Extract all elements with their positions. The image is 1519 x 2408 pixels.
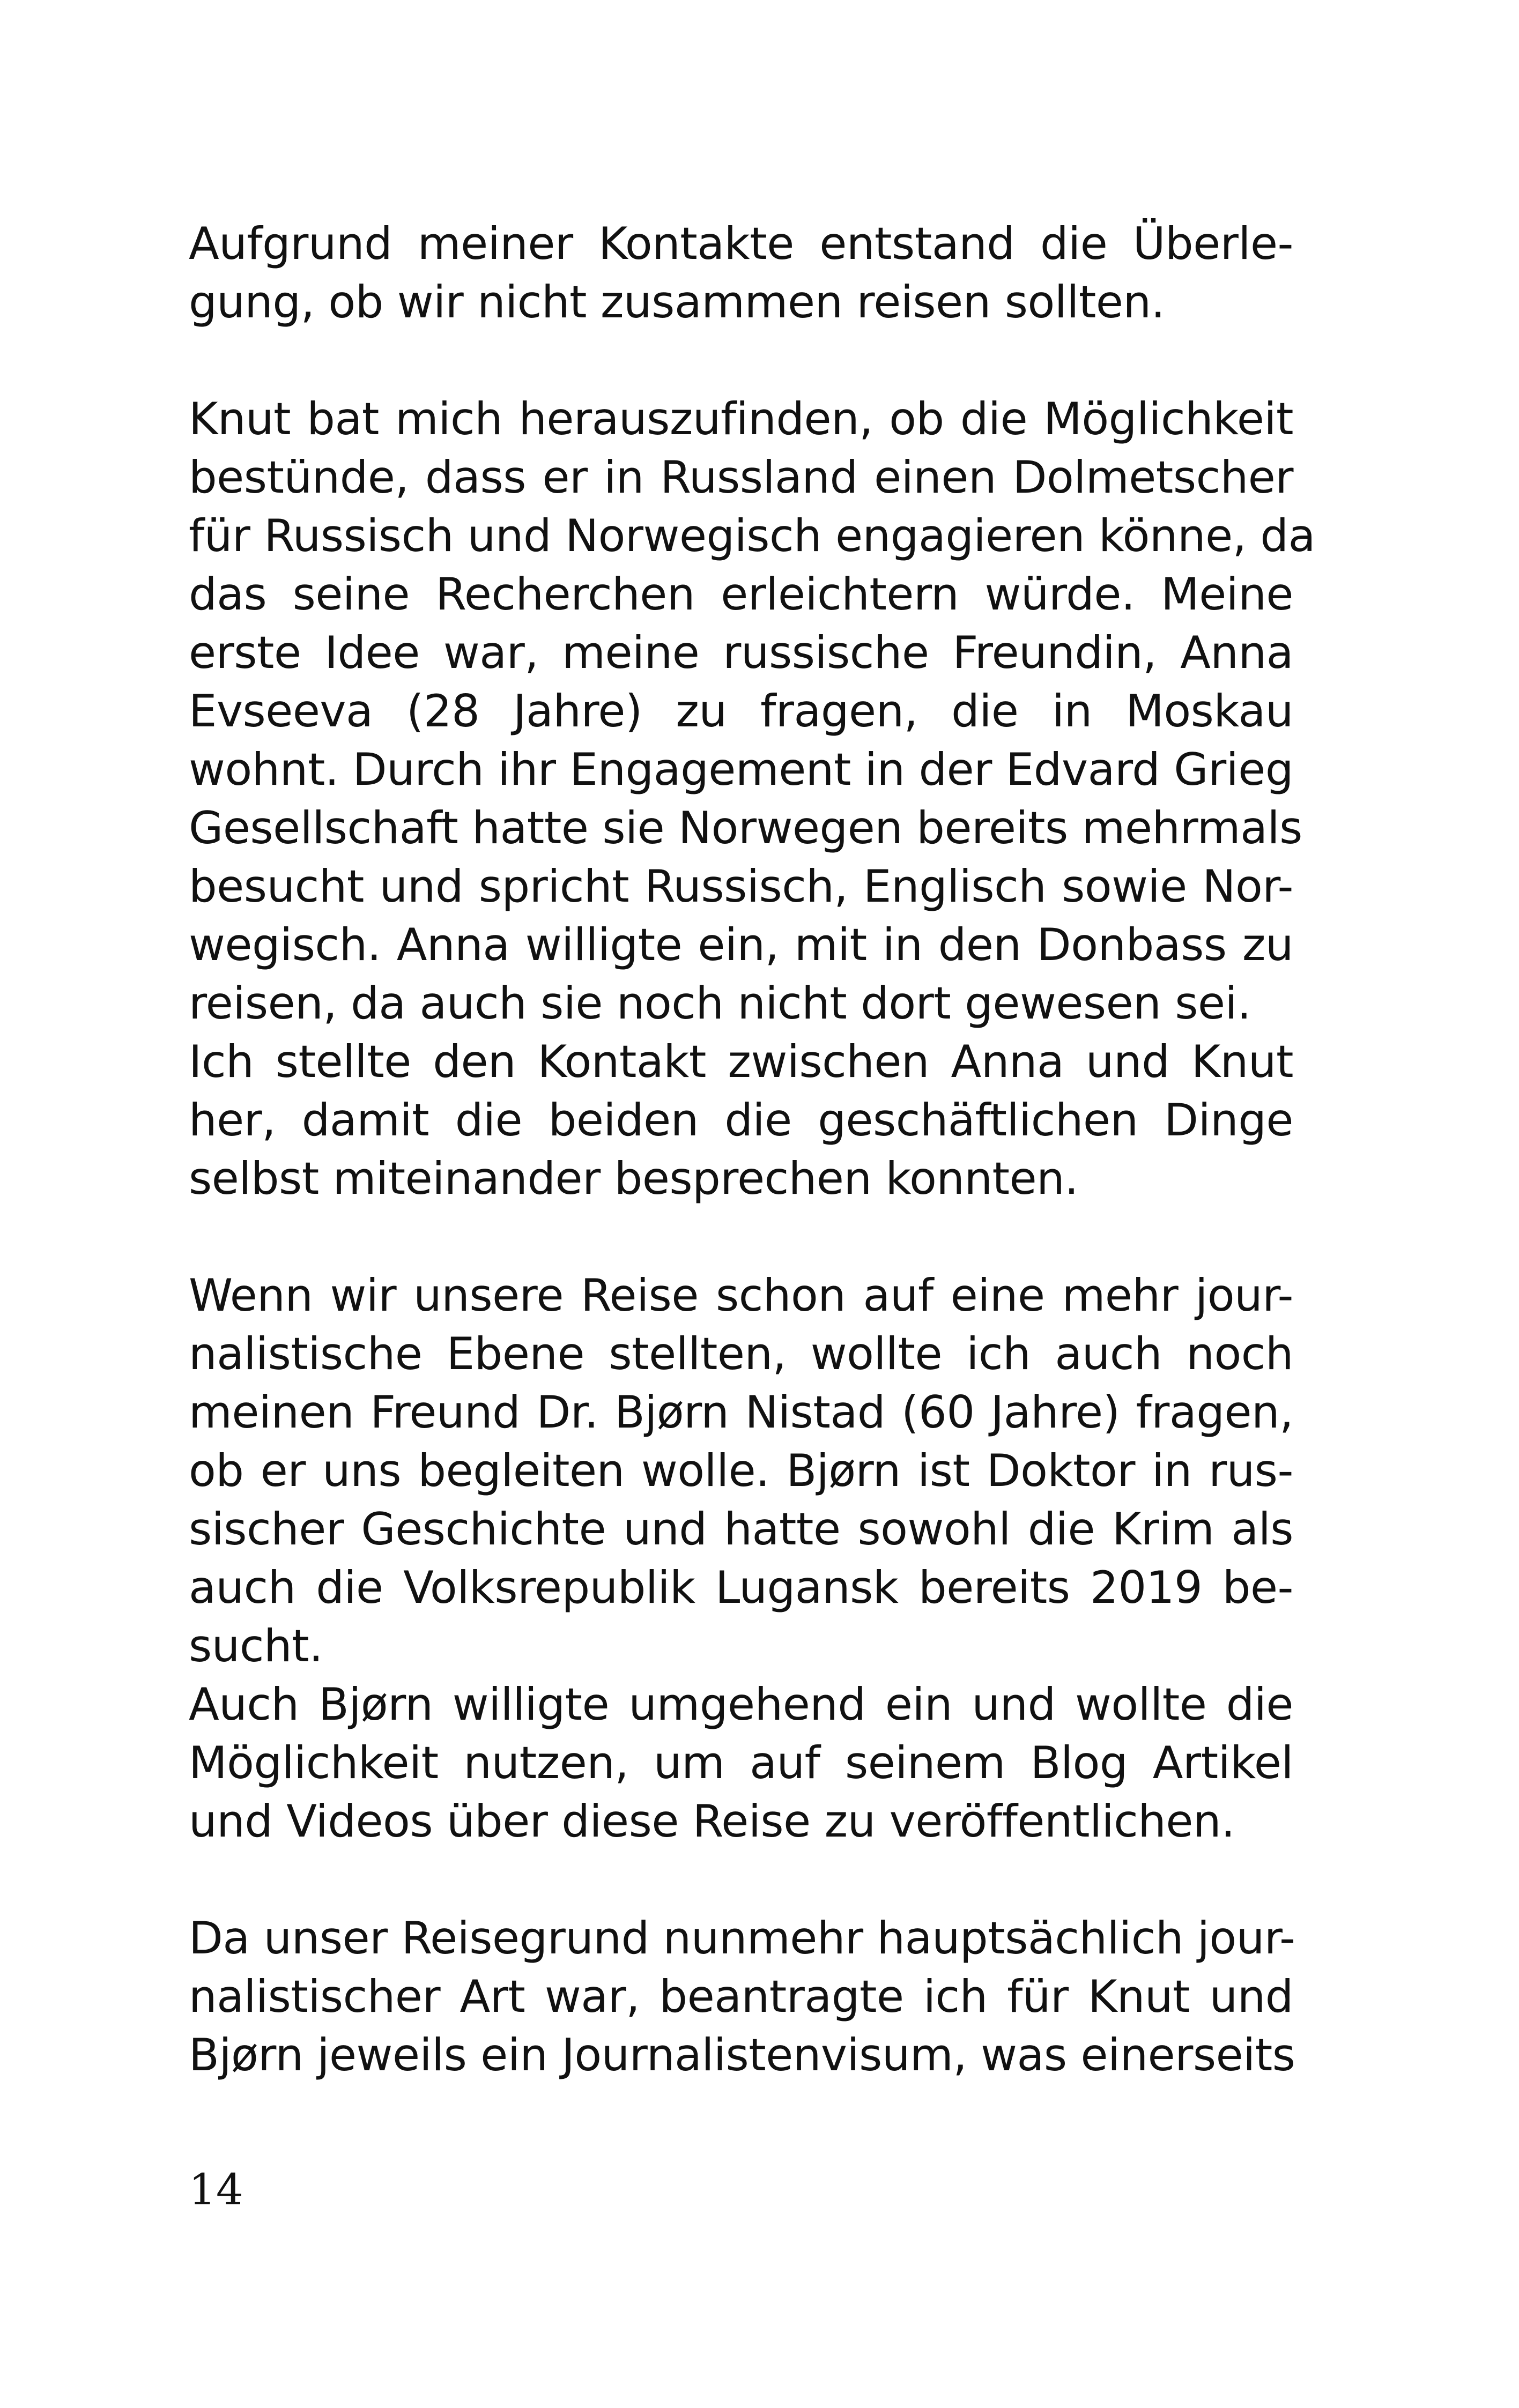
text-line: Gesellschaft hatte sie Norwegen bereits mehrmals (189, 802, 1302, 854)
body-text (189, 214, 1315, 2084)
paragraph-2 (189, 390, 1315, 1032)
text-line: Bjørn jeweils ein Journalistenvisum, was einerseits (189, 2029, 1295, 2081)
text-line: her, damit die beiden die geschäftlichen Dinge (189, 1094, 1293, 1146)
text-line: Auch Bjørn willigte umgehend ein und wollte die (189, 1678, 1293, 1730)
text-line: nalistische Ebene stellten, wollte ich auch noch (189, 1328, 1293, 1380)
text-line: Wenn wir unsere Reise schon auf eine mehr jour- (189, 1269, 1293, 1321)
text-line: für Russisch und Norwegisch engagieren könne, da (189, 510, 1315, 562)
page-number: 14 (189, 2165, 243, 2214)
text-line: Ich stellte den Kontakt zwischen Anna und Knut (189, 1036, 1293, 1088)
text-line: sucht. (189, 1620, 323, 1672)
text-line: reisen, da auch sie noch nicht dort gewesen sei. (189, 977, 1251, 1029)
text-line: wegisch. Anna willigte ein, mit in den Donbass zu (189, 919, 1293, 971)
text-line: Aufgrund meiner Kontakte entstand die Überle- (189, 218, 1293, 270)
paragraph-1 (189, 214, 1293, 331)
text-line: meinen Freund Dr. Bjørn Nistad (60 Jahre) fragen, (189, 1386, 1293, 1438)
text-line: besucht und spricht Russisch, Englisch sowie Nor- (189, 860, 1293, 912)
paragraph-5 (189, 1675, 1293, 1850)
text-line: und Videos über diese Reise zu veröffentlichen. (189, 1795, 1235, 1847)
text-line: Da unser Reisegrund nunmehr hauptsächlich jour- (189, 1912, 1295, 1964)
paragraph-gap (189, 1850, 1293, 1909)
text-line: Möglichkeit nutzen, um auf seinem Blog Artikel (189, 1737, 1293, 1789)
text-line: das seine Recherchen erleichtern würde. Meine (189, 568, 1293, 620)
paragraph-4 (189, 1266, 1293, 1675)
text-line: nalistischer Art war, beantragte ich für Knut und (189, 1971, 1293, 2023)
paragraph-gap (189, 1208, 1293, 1266)
text-line: Knut bat mich herauszufinden, ob die Möglichkeit (189, 393, 1293, 445)
text-line: selbst miteinander besprechen konnten. (189, 1153, 1079, 1205)
paragraph-6 (189, 1909, 1293, 2084)
text-line: ob er uns begleiten wolle. Bjørn ist Doktor in rus- (189, 1445, 1293, 1497)
text-line: erste Idee war, meine russische Freundin, Anna (189, 627, 1293, 679)
text-line: gung, ob wir nicht zusammen reisen sollten. (189, 276, 1165, 328)
text-line: sischer Geschichte und hatte sowohl die Krim als (189, 1503, 1293, 1555)
paragraph-3 (189, 1032, 1293, 1208)
paragraph-gap (189, 331, 1293, 390)
text-line: bestünde, dass er in Russland einen Dolmetscher (189, 451, 1293, 503)
text-line: Evseeva (28 Jahre) zu fragen, die in Moskau (189, 685, 1293, 737)
text-line: auch die Volksrepublik Lugansk bereits 2019 be- (189, 1562, 1293, 1614)
text-line: wohnt. Durch ihr Engagement in der Edvard Grieg (189, 744, 1293, 796)
